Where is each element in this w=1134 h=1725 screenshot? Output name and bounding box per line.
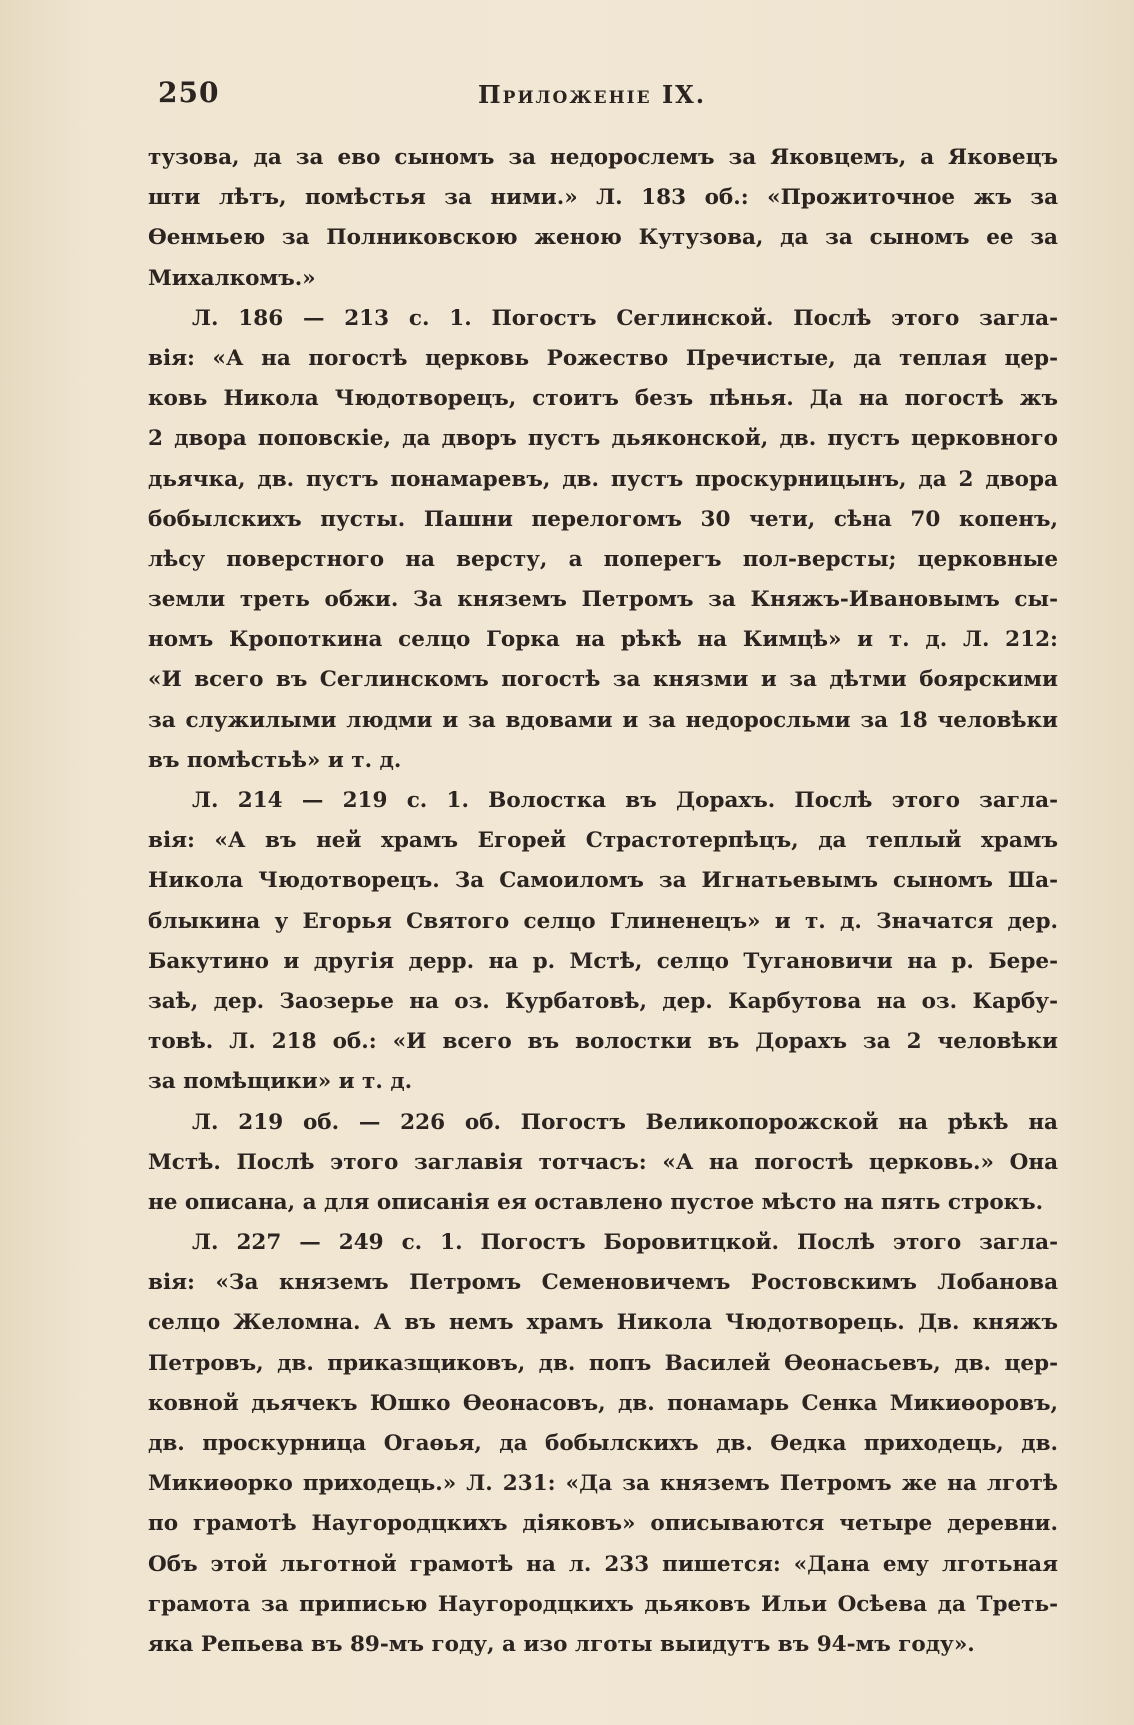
text-line: Петровъ, дв. приказщиковъ, дв. попъ Василей Өеонасьевъ, дв. цер-: [148, 1350, 1058, 1376]
text-line: Михалкомъ.»: [148, 265, 316, 291]
text-line: дв. проскурница Огаөья, да бобылскихъ дв. Өедка приходець, дв.: [148, 1431, 1058, 1456]
text-line: 2 двора поповскіе, да дворъ пустъ дьяконской, дв. пустъ церковного: [148, 426, 1058, 452]
text-line: Л. 219 об. — 226 об. Погостъ Великопорожской на рѣкѣ на: [192, 1109, 1058, 1135]
text-line: Никола Чюдотворецъ. За Самоиломъ за Игнатьевымъ сыномъ Ша-: [148, 868, 1058, 894]
text-line: ковной дьячекъ Юшко Өеонасовъ, дв. понамарь Сенка Микиөоровъ,: [148, 1390, 1058, 1416]
text-line: тузова, да за ево сыномъ за недорослемъ за Яковцемъ, а Яковецъ: [148, 145, 1058, 170]
text-line: грамота за приписью Наугородцкихъ дьяковъ Ильи Осѣева да Треть-: [148, 1591, 1058, 1617]
text-line: по грамотѣ Наугородцкихъ діяковъ» описываются четыре деревни.: [148, 1511, 1058, 1537]
text-line: лѣсу поверстного на версту, а поперегъ пол-версты; церковные: [148, 546, 1058, 572]
text-line: дьячка, дв. пустъ понамаревъ, дв. пустъ проскурницынъ, да 2 двора: [148, 466, 1058, 492]
text-line: бобылскихъ пусты. Пашни перелогомъ 30 чети, сѣна 70 копенъ,: [148, 506, 1058, 532]
text-line: яка Репьева въ 89-мъ году, а изо лготы выидутъ въ 94-мъ году».: [148, 1631, 975, 1657]
text-line: «И всего въ Сеглинскомъ погостѣ за князми и за дѣтми боярскими: [148, 667, 1058, 693]
text-line: за помѣщики» и т. д.: [148, 1069, 413, 1095]
running-title: Приложеніе IX.: [478, 80, 707, 109]
text-line: Мстѣ. Послѣ этого заглавія тотчасъ: «А на погостѣ церковь.» Она: [148, 1149, 1058, 1175]
page-number: 250: [158, 76, 220, 109]
text-line: Микиөорко приходець.» Л. 231: «Да за княземъ Петромъ же на лготѣ: [148, 1471, 1058, 1497]
text-line: Бакутино и другія дерр. на р. Мстѣ, селцо Тугановичи на р. Бере-: [148, 948, 1058, 974]
text-line: земли треть обжи. За княземъ Петромъ за Княжъ-Ивановымъ сы-: [148, 587, 1058, 613]
text-line: шти лѣтъ, помѣстья за ними.» Л. 183 об.: «Прожиточное жъ за: [148, 185, 1058, 211]
text-line: заѣ, дер. Заозерье на оз. Курбатовѣ, дер. Карбутова на оз. Карбу-: [148, 988, 1058, 1014]
text-line: за служилыми людми и за вдовами и за недоросльми за 18 человѣки: [148, 707, 1058, 733]
text-line: Өенмьею за Полниковскою женою Кутузова, да за сыномъ ее за: [148, 225, 1058, 251]
text-line: товѣ. Л. 218 об.: «И всего въ волостки въ Дорахъ за 2 человѣки: [148, 1029, 1058, 1055]
text-line: вія: «За княземъ Петромъ Семеновичемъ Ростовскимъ Лобанова: [148, 1270, 1058, 1296]
text-line: Л. 186 — 213 с. 1. Погостъ Сеглинской. Послѣ этого загла-: [192, 305, 1058, 331]
text-line: блыкина у Егорья Святого селцо Глиненецъ» и т. д. Значатся дер.: [148, 908, 1058, 934]
text-line: вія: «А на погостѣ церковь Рожество Пречистые, да теплая цер-: [148, 345, 1058, 371]
text-line: вія: «А въ ней храмъ Егорей Страстотерпѣцъ, да теплый храмъ: [148, 828, 1058, 854]
text-line: Объ этой льготной грамотѣ на л. 233 пишется: «Дана ему лготьная: [148, 1551, 1058, 1577]
body-text: [148, 138, 1058, 1665]
text-line: въ помѣстьѣ» и т. д.: [148, 747, 402, 773]
text-line: Л. 227 — 249 с. 1. Погостъ Боровитцкой. Послѣ этого загла-: [192, 1230, 1058, 1256]
text-line: Л. 214 — 219 с. 1. Волостка въ Дорахъ. Послѣ этого загла-: [192, 788, 1058, 813]
text-line: ковь Никола Чюдотворецъ, стоитъ безъ пѣнья. Да на погостѣ жъ: [148, 386, 1058, 412]
text-line: селцо Желомна. А въ немъ храмъ Никола Чюдотворець. Дв. княжъ: [148, 1310, 1058, 1336]
text-line: не описана, а для описанія ея оставлено пустое мѣсто на пять строкъ.: [148, 1189, 1044, 1215]
text-line: номъ Кропоткина селцо Горка на рѣкѣ на Кимцѣ» и т. д. Л. 212:: [148, 627, 1058, 653]
page-header: [158, 76, 1058, 116]
